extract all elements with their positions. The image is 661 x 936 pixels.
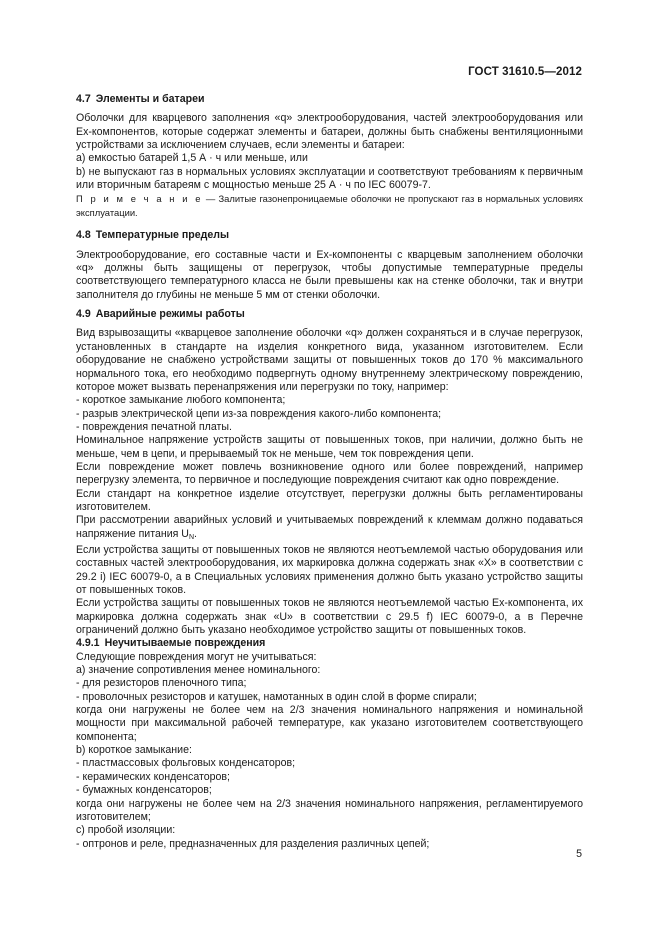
list-item: - проволочных резисторов и катушек, намотанных в один слой в форме спирали; <box>76 690 477 703</box>
list-item: - повреждения печатной платы. <box>76 420 232 433</box>
paragraph: Электрооборудование, его составные части и Ex-компоненты с кварцевым заполнением оболочки «q» должны быть защищены от перегрузок, чтобы допустимые температурные пределы соответствующего температурного класса не были превышены как на стенке оболочки, так и внутри заполнителя до глубины не меньше 5 мм от стенки оболочки. <box>76 248 583 301</box>
note <box>76 192 583 220</box>
paragraph: Если повреждение может повлечь возникновение одного или более повреждений, например перегрузку элемента, то первичное и последующие повреждения считают как одно повреждение. <box>76 460 583 487</box>
section-number: 4.9 <box>76 308 91 321</box>
section-title: Температурные пределы <box>95 229 230 242</box>
paragraph: Следующие повреждения могут не учитываться: <box>76 650 317 663</box>
paragraph: когда они нагружены не более чем на 2/3 значения номинального напряжения и номинальной мощности при максимальной рабочей температуре, как указано изготовителем соответствующего компонента; <box>76 704 583 743</box>
paragraph: когда они нагружены не более чем на 2/3 значения номинального напряжения, регламентируемого изготовителем; <box>76 797 583 823</box>
list-item: - бумажных конденсаторов; <box>76 784 212 797</box>
list-item: - пластмассовых фольговых конденсаторов; <box>76 757 296 770</box>
paragraph: Номинальное напряжение устройств защиты от повышенных токов, при наличии, должно быть не меньше, чем в цепи, и прерываемый ток не меньше, чем ток повреждения цепи. <box>76 434 583 460</box>
section-number: 4.8 <box>76 229 91 242</box>
paragraph-text: При рассмотрении аварийных условий и учитываемых повреждений к клеммам должно подаваться напряжение питания U <box>76 514 583 540</box>
section-title: Неучитываемые повреждения <box>104 637 266 650</box>
list-item-b: b) не выпускают газ в нормальных условиях эксплуатации и соответствуют требованиям к первичным или вторичным батареям с мощностью меньше 25 А · ч по IEC 60079-7. <box>76 165 583 192</box>
document-id-header: ГОСТ 31610.5—2012 <box>468 66 582 78</box>
list-item: - оптронов и реле, предназначенных для разделения различных цепей; <box>76 837 430 850</box>
section-title: Аварийные режимы работы <box>95 308 245 321</box>
paragraph: Оболочки для кварцевого заполнения «q» электрооборудования, частей электрооборудования или Ex-компонентов, которые содержат элементы и батареи, должны быть снабжены вентиляционными устройствами за исключением случаев, если элементы и батареи: <box>76 112 583 152</box>
list-item: - короткое замыкание любого компонента; <box>76 394 286 407</box>
note-label: П р и м е ч а н и е <box>76 193 203 205</box>
section-title: Элементы и батареи <box>95 93 205 105</box>
page-content <box>76 93 583 851</box>
page-number: 5 <box>576 848 582 860</box>
paragraph: Если устройства защиты от повышенных токов не являются неотъемлемой частью Ex-компонента, их маркировка должна содержать знак «U» в соответствии с 29.5 f) IEC 60079-0, а в Перечне ограничений должно быть указано необходимое устройство защиты от повышенных токов. <box>76 597 583 637</box>
section-heading-4-9 <box>76 308 583 321</box>
list-item-c: c) пробой изоляции: <box>76 824 176 837</box>
subscript: N <box>188 533 195 541</box>
section-heading-4-7 <box>76 93 583 106</box>
section-heading-4-9-1 <box>76 637 583 650</box>
list-item: - для резисторов пленочного типа; <box>76 677 247 690</box>
paragraph: Вид взрывозащиты «кварцевое заполнение оболочки «q» должен сохраняться и в случае перегрузок, установленных в стандарте на изделия конкретного вида, указанном изготовителем. Если оборудование не снабжено устройствами защиты от повышенных токов до 170 % максимального нормального тока, его необходимо подвергнуть одному внутреннему электрическому повреждению, которое может вызвать перенапряжения или перегрузки по току, например: <box>76 327 583 393</box>
section-heading-4-8 <box>76 229 583 242</box>
note-text: — Залитые газонепроницаемые оболочки не пропускают газ в нормальных условиях эксплуатации. <box>76 193 583 219</box>
list-item-b: b) короткое замыкание: <box>76 744 192 757</box>
section-number: 4.9.1 <box>76 637 100 650</box>
list-item-a: а) емкостью батарей 1,5 А · ч или меньше, или <box>76 152 308 165</box>
section-number: 4.7 <box>76 93 91 105</box>
paragraph <box>76 514 583 544</box>
list-item: - разрыв электрической цепи из-за повреждения какого-либо компонента; <box>76 407 442 420</box>
paragraph: Если устройства защиты от повышенных токов не являются неотъемлемой частью оборудования или составных частей электрооборудования, их маркировка должна содержать знак «X» в соответствии с 29.2 i) IEC 60079-0, а в Специальных условиях применения должно быть указано устройство защиты от повышенных токов. <box>76 543 583 596</box>
paragraph-end: . <box>194 527 197 540</box>
list-item-a: а) значение сопротивления менее номинального: <box>76 664 321 677</box>
list-item: - керамических конденсаторов; <box>76 770 230 783</box>
paragraph: Если стандарт на конкретное изделие отсутствует, перегрузки должны быть регламентированы изготовителем. <box>76 487 583 513</box>
